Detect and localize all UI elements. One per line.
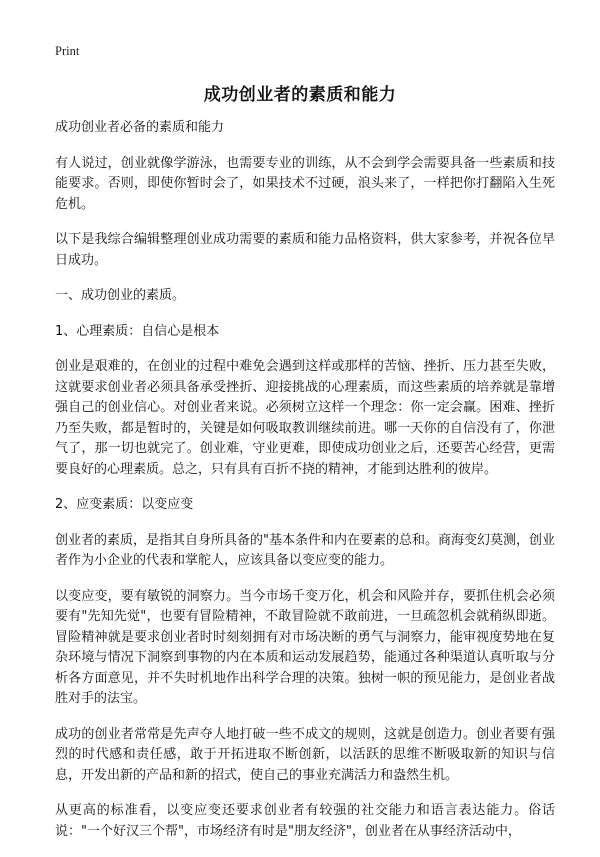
subsection-heading-adaptability: 2、应变素质：以变应变	[55, 497, 194, 512]
section-heading: 一、成功创业的素质。	[55, 288, 186, 303]
body-paragraph: 从更高的标准看，以变应变还要求创业者有较强的社交能力和语言表达能力。俗话说："一个好汉三个帮"，市场经济有时是"朋友经济"，创业者在从事经济活动中，	[55, 803, 555, 839]
body-paragraph: 创业是艰难的，在创业的过程中难免会遇到这样或那样的苦恼、挫折、压力甚至失败，这就要求创业者必须具备承受挫折、迎接挑战的心理素质，而这些素质的培养就是靠增强自己的创业信心。对创业者来说。必须树立这样一个理念：你一定会赢。困难、挫折乃至失败，都是暂时的，关键是如何吸取教训继续前进。哪一天你的自信没有了，你泄气了，那一切也就完了。创业难，守业更难，即使成功创业之后，还要苦心经营，更需要良好的心理素质。总之，只有具有百折不挠的精神，才能到达胜利的彼岸。	[55, 359, 555, 477]
intro-paragraph: 有人说过，创业就像学游泳，也需要专业的训练，从不会到学会需要具备一些素质和技能要求。否则，即使你暂时会了，如果技术不过硬，浪头来了，一样把你打翻陷入生死危机。	[55, 155, 555, 212]
subsection-heading-psychology: 1、心理素质：自信心是根本	[55, 323, 220, 339]
document-title: 成功创业者的素质和能力	[203, 85, 397, 105]
body-paragraph: 创业者的素质，是指其自身所具备的"基本条件和内在要素的总和。商海变幻莫测，创业者作为小企业的代表和掌舵人，应该具备以变应变的能力。	[55, 532, 555, 568]
document-body	[55, 118, 555, 857]
print-label: Print	[55, 44, 80, 58]
body-paragraph: 以变应变，要有敏锐的洞察力。当今市场千变万化，机会和风险并存，要抓住机会必须要有"先知先觉"，也要有冒险精神，不敢冒险就不敢前进，一旦疏忽机会就稍纵即逝。冒险精神就是要求创业者时时刻刻拥有对市场决断的勇气与洞察力，能审视度势地在复杂环境与情况下洞察到事物的内在本质和运动发展趋势，能通过各种渠道认真听取与分析各方面意见，并不失时机地作出科学合理的决策。独树一帜的预见能力，是创业者战胜对手的法宝。	[55, 588, 555, 706]
intro-paragraph-2: 以下是我综合编辑整理创业成功需要的素质和能力品格资料，供大家参考，并祝各位早日成功。	[55, 232, 555, 268]
subtitle-paragraph: 成功创业者必备的素质和能力	[55, 120, 225, 135]
body-paragraph: 成功的创业者常常是先声夺人地打破一些不成文的规则，这就是创造力。创业者要有强烈的时代感和责任感，敢于开拓进取不断创新，以活跃的思维不断吸取新的知识与信息，开发出新的产品和新的招式，使自己的事业充满活力和盎然生机。	[55, 726, 555, 783]
